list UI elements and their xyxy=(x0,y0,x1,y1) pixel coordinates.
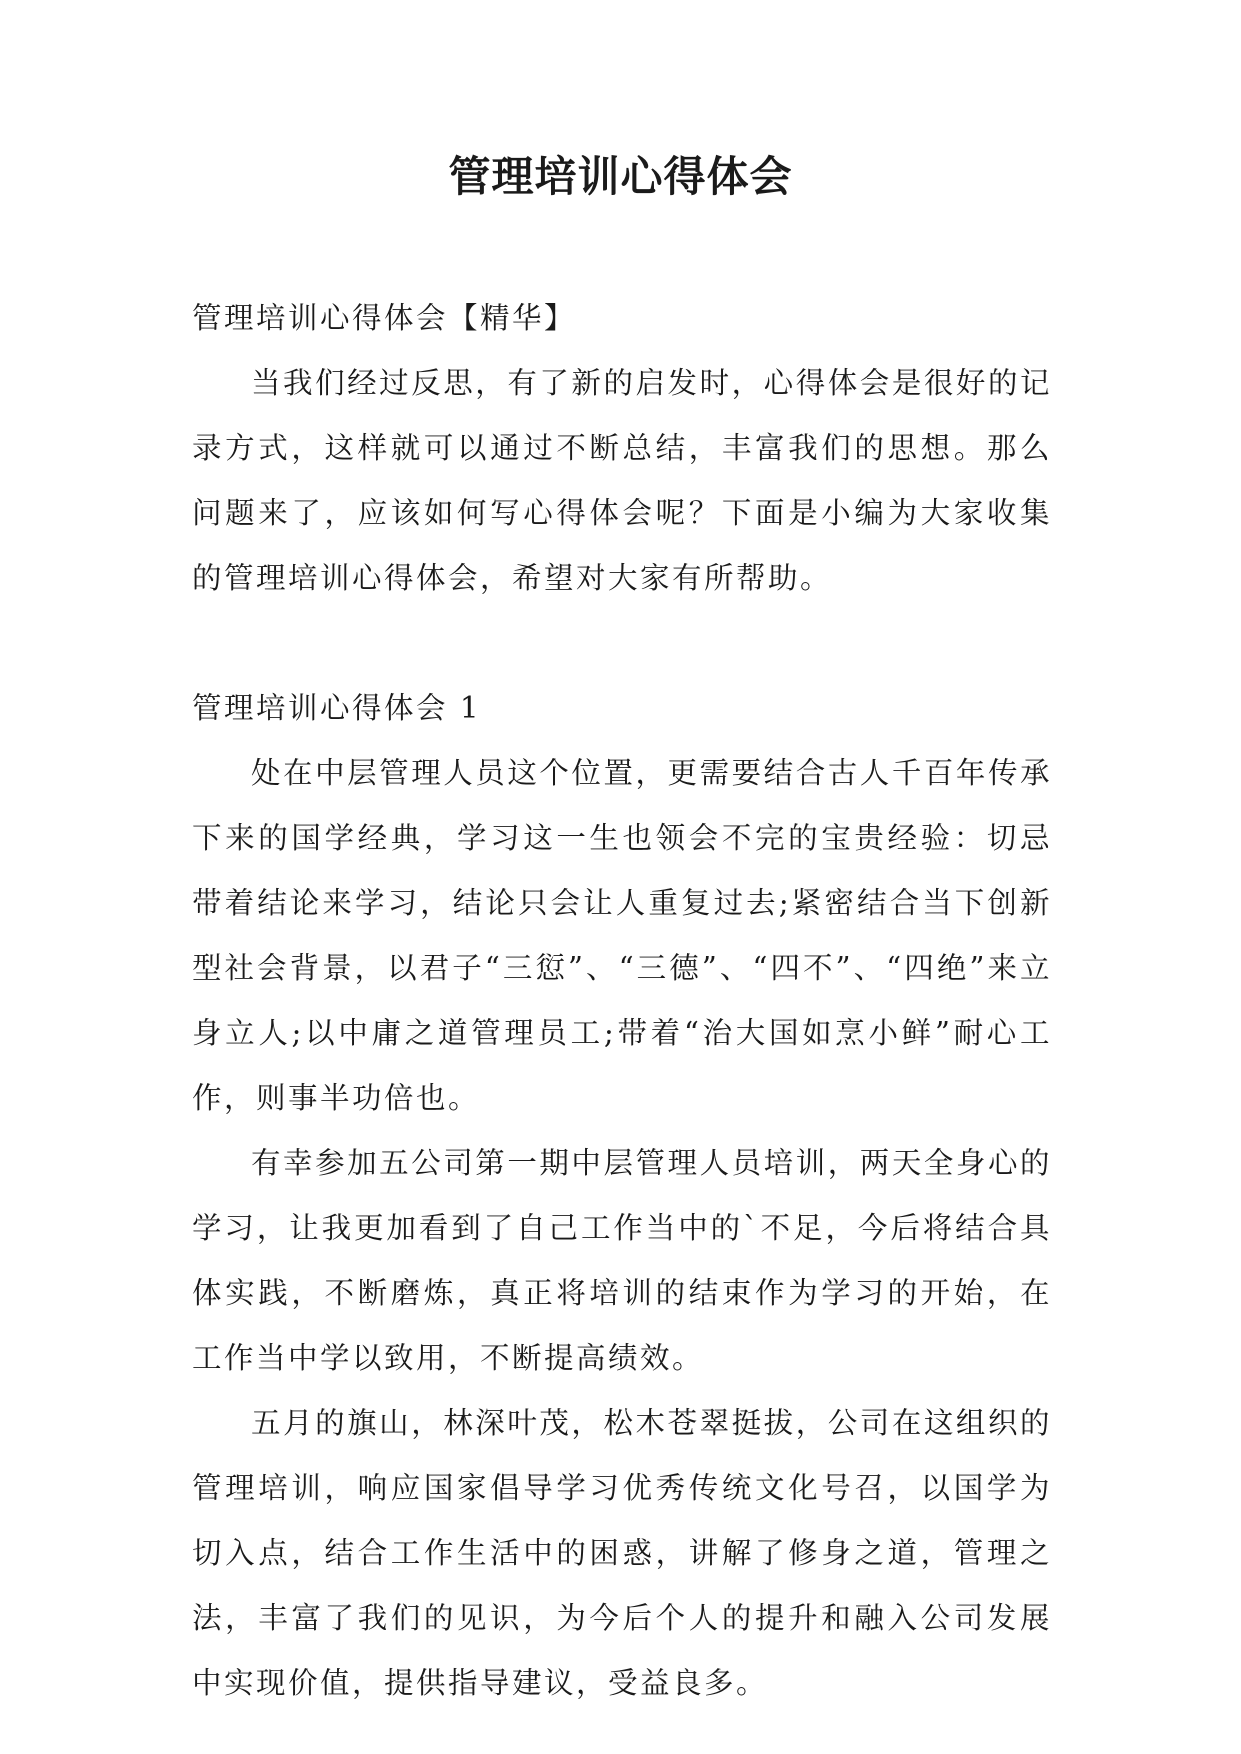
section1-paragraph-2: 有幸参加五公司第一期中层管理人员培训，两天全身心的学习，让我更加看到了自己工作当中的`不足，今后将结合具体实践，不断磨炼，真正将培训的结束作为学习的开始，在工作当中学以致用，不断提高绩效。 xyxy=(192,1146,1052,1375)
section-spacer xyxy=(192,611,1052,676)
document-title: 管理培训心得体会 xyxy=(448,152,793,201)
section1-paragraph-3: 五月的旗山，林深叶茂，松木苍翠挺拔，公司在这组织的管理培训，响应国家倡导学习优秀传统文化号召，以国学为切入点，结合工作生活中的困惑，讲解了修身之道，管理之法，丰富了我们的见识，为今后个人的提升和融入公司发展中实现价值，提供指导建议，受益良多。 xyxy=(192,1406,1052,1700)
intro-paragraph: 当我们经过反思，有了新的启发时，心得体会是很好的记录方式，这样就可以通过不断总结，丰富我们的思想。那么问题来了，应该如何写心得体会呢？下面是小编为大家收集的管理培训心得体会，希望对大家有所帮助。 xyxy=(192,366,1052,595)
document-body xyxy=(192,286,1052,1716)
section1-paragraph-1: 处在中层管理人员这个位置，更需要结合古人千百年传承下来的国学经典，学习这一生也领会不完的宝贵经验：切忌带着结论来学习，结论只会让人重复过去;紧密结合当下创新型社会背景，以君子“三愆”、“三德”、“四不”、“四绝”来立身立人;以中庸之道管理员工;带着“治大国如烹小鲜”耐心工作，则事半功倍也。 xyxy=(192,756,1052,1115)
section1-heading: 管理培训心得体会 1 xyxy=(192,691,482,725)
intro-heading: 管理培训心得体会【精华】 xyxy=(192,301,577,335)
